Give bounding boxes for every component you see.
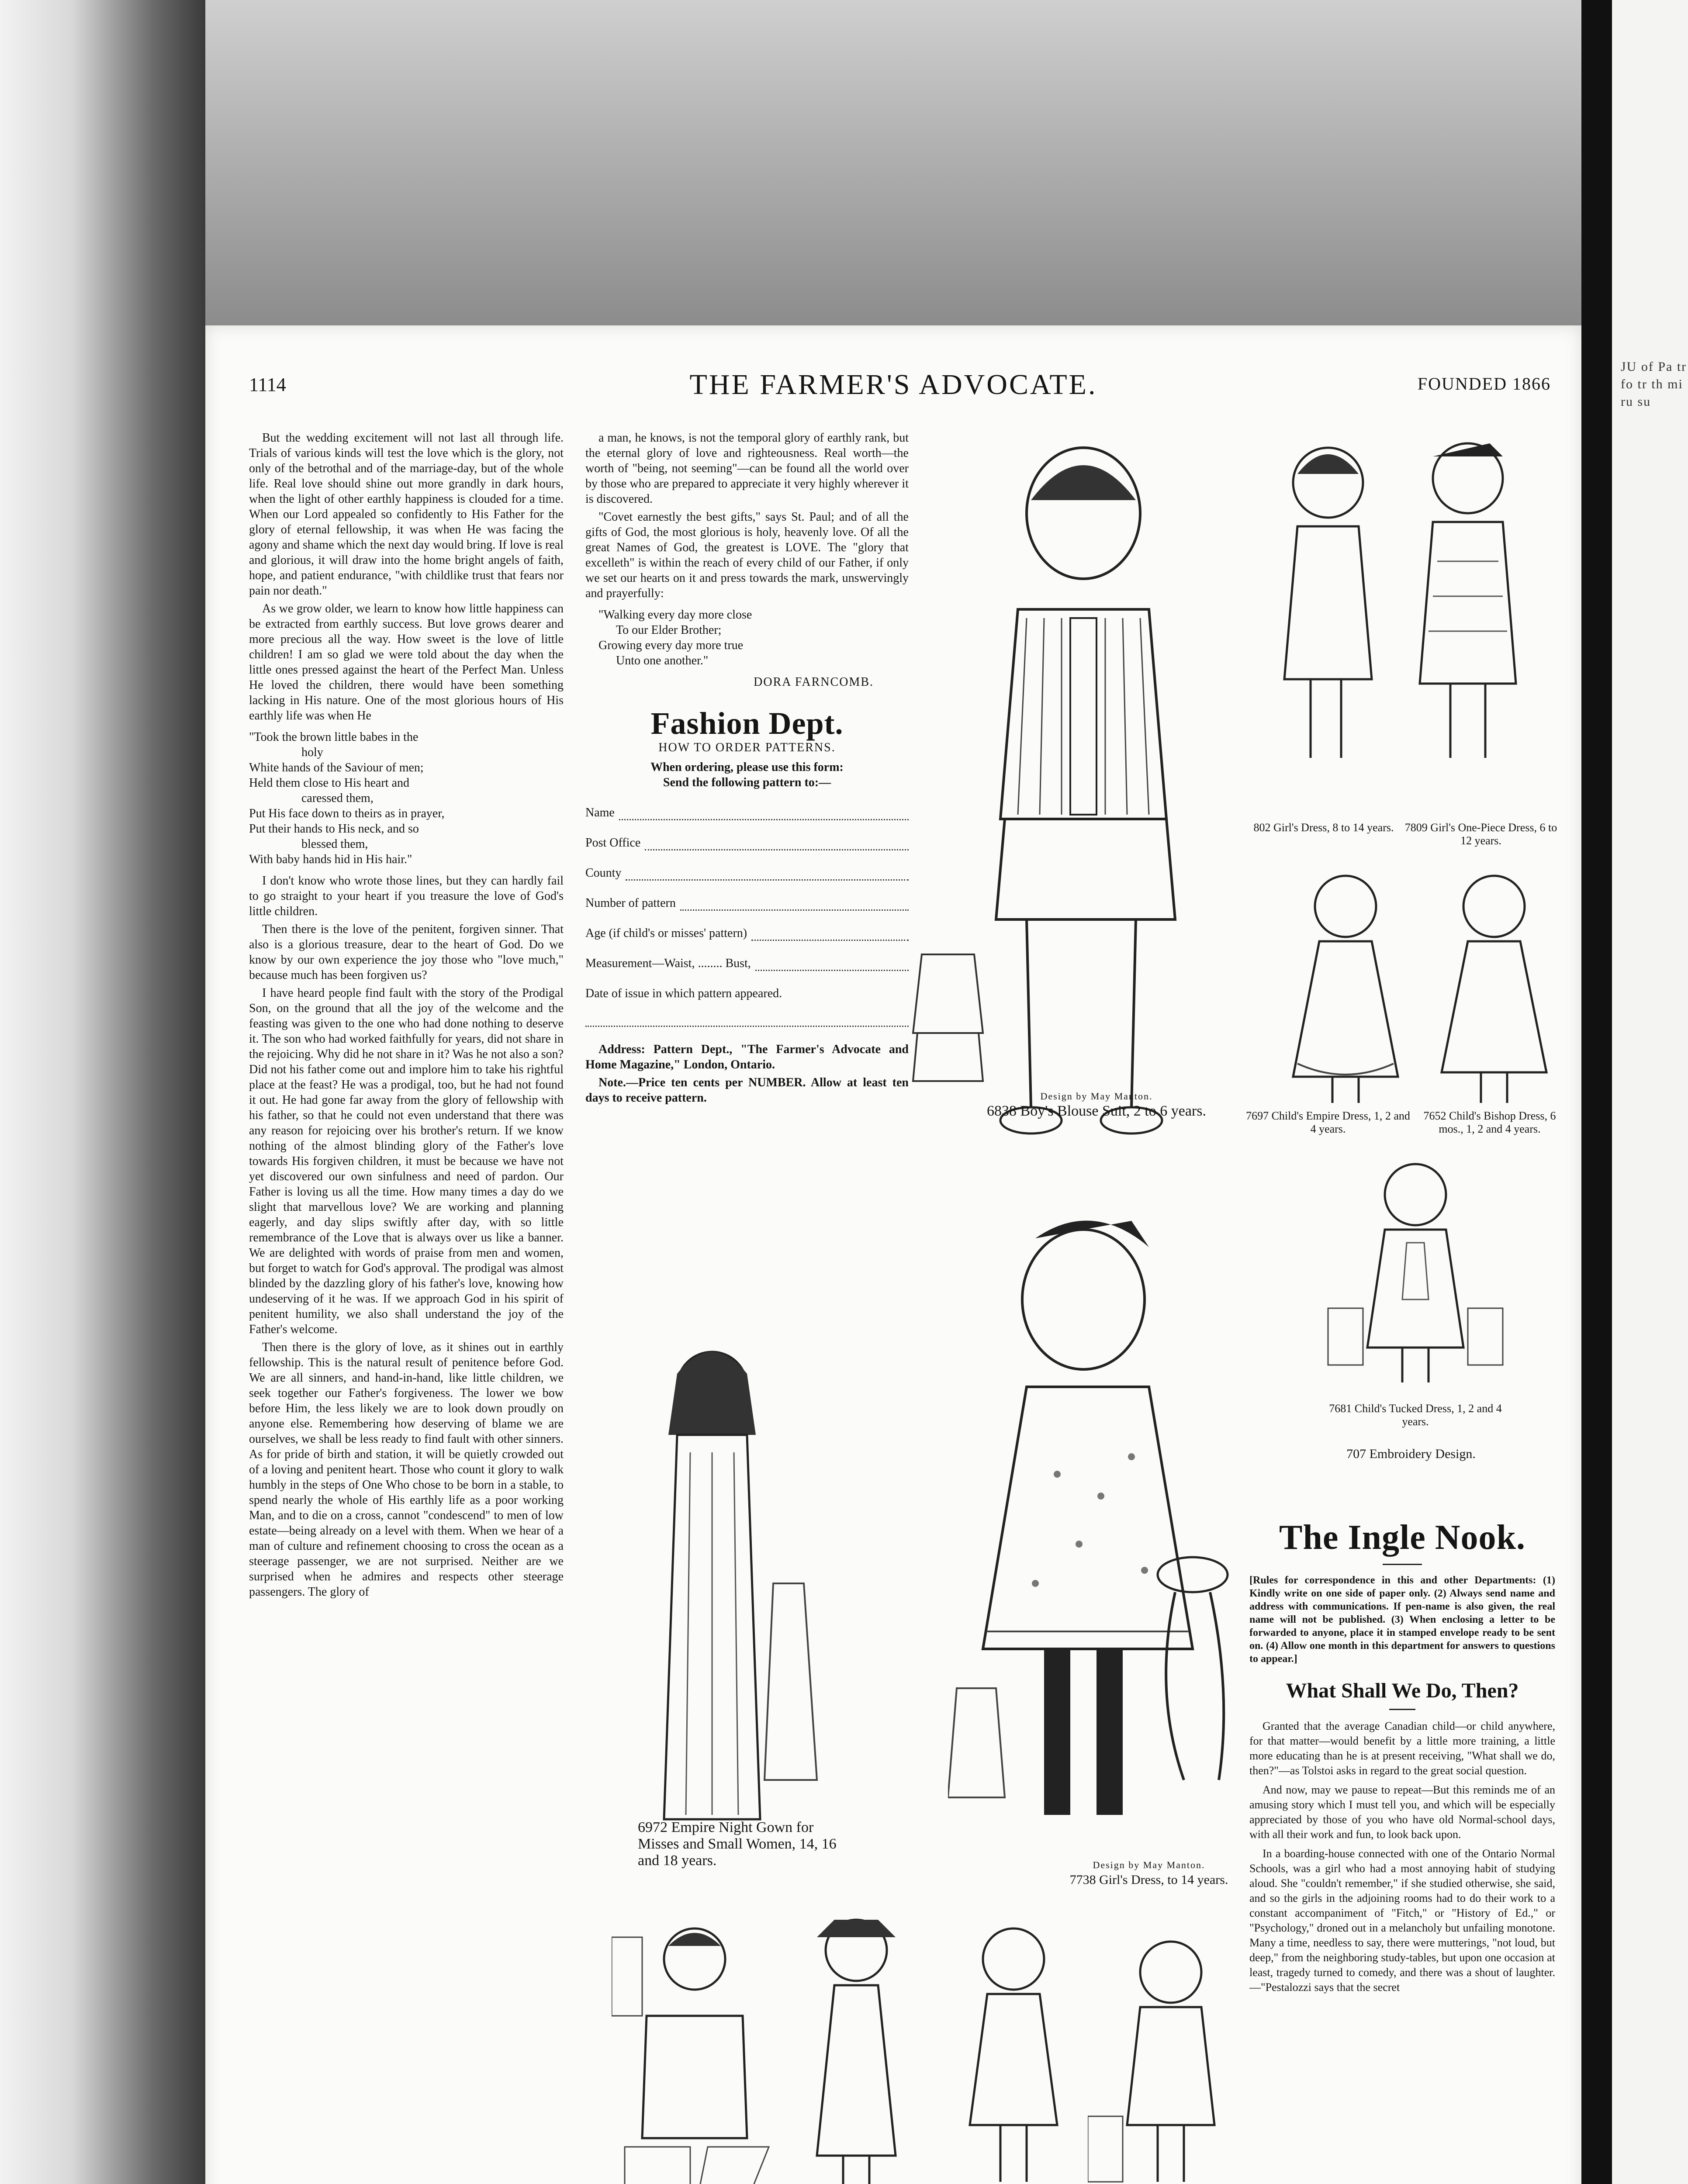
founded-label: FOUNDED 1866 xyxy=(1417,374,1551,394)
caption-707: 707 Embroidery Design. xyxy=(1346,1447,1476,1461)
poem-line: White hands of the Saviour of men; xyxy=(249,761,424,774)
illustration-boy-blouse-suit xyxy=(939,426,1245,1343)
paragraph: And now, may we pause to repeat—But this reminds me of an amusing story which I must tell you, and which will be especially appreciated by those of you who have old Normal-school days, with all their work and fun, to look back upon. xyxy=(1249,1783,1555,1841)
caption-7697: 7697 Child's Empire Dress, 1, 2 and 4 years. xyxy=(1246,1109,1410,1135)
form-instruction: Send the following pattern to:— xyxy=(663,776,831,789)
poem-line: holy xyxy=(301,746,323,759)
illustration-boy-suit-back-view xyxy=(904,946,992,1090)
caption-7681: 7681 Child's Tucked Dress, 1, 2 and 4 years. xyxy=(1329,1402,1502,1428)
form-field-date-of-issue: Date of issue in which pattern appeared. xyxy=(585,987,782,1000)
illustration-child-bishop-dress-7652 xyxy=(1424,867,1560,1112)
illustration-childs-dress-7762 xyxy=(944,1920,1083,2184)
illustration-girls-dress-7809 xyxy=(1402,430,1533,775)
poem-line: With baby hands hid in His hair." xyxy=(249,853,412,866)
illustration-child-empire-dress-7697 xyxy=(1267,867,1411,1112)
page-number: 1114 xyxy=(249,374,286,395)
paragraph: "Covet earnestly the best gifts," says St. Paul; and of all the gifts of God, the most glorious is holy, heavenly love. Of all the great Names of God, the greatest is LOVE. The "glory that excelleth" is within the reach of every child of our Father, if only we set our hearts on it and press towards the mark, unswervingly and prayerfully: xyxy=(585,510,909,600)
correspondence-rules: [Rules for correspondence in this and other Departments: (1) Kindly write on one side of paper only. (2) Always send name and address with communications. If pen-name is also given, the real name will not be published. (3) When enclosing a letter to be forwarded to anyone, place it in stamped envelope ready to be sent on. (4) Allow one month in this department for answers to questions to appear.] xyxy=(1249,1575,1555,1665)
signature: DORA FARNCOMB. xyxy=(754,675,874,689)
form-field-measurement: Measurement—Waist, ........ Bust, xyxy=(585,956,909,971)
poem-quote xyxy=(249,729,564,867)
page-header xyxy=(205,325,1581,400)
caption-802: 802 Girl's Dress, 8 to 14 years. xyxy=(1253,821,1394,834)
form-field-age: Age (if child's or misses' pattern) xyxy=(585,926,909,941)
illustration-girls-tucked-dress-7454 xyxy=(791,1911,922,2184)
title-rule xyxy=(1383,1564,1422,1565)
ingle-nook-section xyxy=(1249,1518,1555,1999)
illustration-girls-dress-7738 xyxy=(948,1212,1254,1859)
form-instruction: When ordering, please use this form: xyxy=(650,760,844,774)
caption-6972: 6972 Empire Night Gown for Misses and Small Women, 14, 16 and 18 years. xyxy=(638,1819,837,1869)
poem-line: Growing every day more true xyxy=(598,639,744,652)
poem-line: "Walking every day more close xyxy=(598,608,752,622)
poem-line: caressed them, xyxy=(301,791,374,805)
poem-line: Unto one another." xyxy=(616,654,709,667)
poem-line: "Took the brown little babes in the xyxy=(249,730,419,744)
illustration-girls-dress-802 xyxy=(1263,435,1385,775)
how-to-order-heading: HOW TO ORDER PATTERNS. xyxy=(658,741,836,754)
illustration-corset-cover-7112 xyxy=(612,1920,778,2184)
fashion-dept-title: Fashion Dept. xyxy=(650,706,844,741)
paragraph: Then there is the glory of love, as it shines out in earthly fellowship. This is the natural result of penitence before God. We are all sinners, and hand-in-hand, like little children, we seek together our Father's forgiveness. The lower we bow before Him, the less likely we are to look down proudly on anyone else. Remembering how deserving of blame we are ourselves, we shall be less ready to find fault with other sinners. As for pride of birth and station, it will be quietly crowded out of a loving and penitent heart. Those who count it glory to walk humbly in the steps of One Who chose to be born in a stable, to spend nearly the whole of His earthly life as a poor working Man, and to die on a cross, cannot "condescend" to men of low estate—being already on a level with them. When we hear of a man of culture and refinement choosing to cross the ocean as a steerage passenger, we are not surprised. Neither are we surprised when he admires and respects other steerage passengers. The glory of xyxy=(249,1341,564,1599)
form-field-county: County xyxy=(585,865,909,881)
form-field-post-office: Post Office xyxy=(585,835,909,850)
page-title: THE FARMER'S ADVOCATE. xyxy=(689,369,1097,401)
ingle-nook-body xyxy=(1249,1719,1555,1995)
adjacent-page-text: JU of Pa tr fo tr th mi ru su xyxy=(1621,359,1687,409)
illustration-childs-dress-7612 xyxy=(1088,1933,1236,2184)
poem-line: To our Elder Brother; xyxy=(616,623,722,637)
subtitle-rule xyxy=(1389,1709,1415,1710)
paragraph: As we grow older, we learn to know how little happiness can be extracted from earthly success. But love grows dearer and more precious all the way. How sweet is the love of little children! I am so glad we were told about the day when the little ones pressed against the heart of the Perfect Man. Unless He loved the children, there would have been something lacking in His nature. One of the most glorious hours of His earthly life was when He xyxy=(249,602,564,722)
page-gutter xyxy=(1581,0,1612,2184)
pattern-address: Address: Pattern Dept., "The Farmer's Advocate and Home Magazine," London, Ontario. xyxy=(585,1043,909,1071)
poem-line: blessed them, xyxy=(301,837,368,851)
illustration-empire-night-gown xyxy=(616,1339,826,1837)
paragraph: In a boarding-house connected with one of the Ontario Normal Schools, was a girl who had a most annoying habit of studying aloud. She "couldn't remember," if she studied otherwise, she said, and so the girls in the adjoining rooms had to do their work to a constant accompaniment of "Fitch," or "History of Ed.," or "Psychology," droned out in a melancholy but unfailing monotone. Many a time, needless to say, there were mutterings, "not loud, but deep," from the neighboring study-tables, but upon one occasion at least, tragedy turned to comedy, and there was a shout of laughter.—"Pestalozzi says that the secret xyxy=(1249,1847,1555,1994)
paragraph: I have heard people find fault with the story of the Prodigal Son, on the ground that all the joy of the welcome and the feasting was given to the one who had done nothing to deserve it. The son who had worked faithfully for years, did not share in the rejoicing. Why did he not share in it? Was he not also a son? Did not his father come out and implore him to take his rightful place at the feast? He was a prodigal, too, but he had not found it out. He had gone far away from the glory of fellowship with his father, so that he could not even understand that there was any reason for rejoicing over his brother's return. If we know nothing of the almost blinding glory of the Father's love towards His forgiven children, it must be because we have not yet discovered our own sinfulness and need of pardon. Our Father is loving us all the time. How many times a day do we slight that marvellous love? We are working and planning eagerly, and day slips swiftly after day, with so little remembrance of the Love that is always over us like a banner. We are delighted with words of praise from men and women, but forget to watch for God's approval. The prodigal was almost blinded by the dazzling glory of his father's love, knowing how undeserving of it he was. If we approach God in his spirit of penitent humility, we also shall understand the joy of the Father's welcome. xyxy=(249,986,564,1336)
ingle-nook-title: The Ingle Nook. xyxy=(1279,1518,1525,1557)
paragraph: Granted that the average Canadian child—or child anywhere, for that matter—would benefit by a little more training, a little more educating than he is at present receiving, "What shall we do, then?"—as Tolstoi asks in regard to the great social question. xyxy=(1249,1720,1555,1777)
form-field-name: Name xyxy=(585,805,909,820)
paragraph: Then there is the love of the penitent, forgiven sinner. That also is a glorious treasure, dear to the heart of God. Do we know by our own experience the joy those who "love much," because much has been forgiven us? xyxy=(249,923,564,982)
poem-line: Held them close to His heart and xyxy=(249,776,410,790)
poem-quote xyxy=(585,607,909,668)
article-column-1 xyxy=(249,430,564,1602)
poem-line: Put His face down to theirs as in prayer, xyxy=(249,807,445,820)
caption-7809: 7809 Girl's One-Piece Dress, 6 to 12 years. xyxy=(1404,821,1557,847)
caption-6838: Design by May Manton. 6838 Boy's Blouse Suit, 2 to 6 years. xyxy=(987,1091,1206,1119)
scanner-frame-top xyxy=(205,0,1608,325)
caption-7738: Design by May Manton. 7738 Girl's Dress, to 14 years. xyxy=(1069,1859,1228,1887)
article-subtitle: What Shall We Do, Then? xyxy=(1286,1679,1519,1702)
form-field-pattern-number: Number of pattern xyxy=(585,895,909,911)
pattern-note: Note.—Price ten cents per NUMBER. Allow at least ten days to receive pattern. xyxy=(585,1076,909,1105)
article-column-2 xyxy=(585,430,909,1108)
newspaper-page xyxy=(205,325,1581,2184)
scanner-frame-left xyxy=(0,0,205,2184)
paragraph: I don't know who wrote those lines, but they can hardly fail to go straight to your heart if you treasure the love of God's little children. xyxy=(249,874,564,918)
adjacent-page-fragment xyxy=(1612,0,1688,2184)
paragraph: a man, he knows, is not the temporal glory of earthly rank, but the eternal glory of love and righteousness. Real worth—the worth of "being, not seeming"—can be found all the world over by those who are prepared to appreciate it very highly wherever it is discovered. xyxy=(585,431,909,506)
caption-7652: 7652 Child's Bishop Dress, 6 mos., 1, 2 and 4 years. xyxy=(1423,1109,1556,1135)
illustration-child-tucked-dress-7681 xyxy=(1324,1155,1507,1400)
paragraph: But the wedding excitement will not last all through life. Trials of various kinds will test the love which is the glory, not only of the betrothal and of the marriage-day, but of the whole life. Real love should shine out more grandly in dark hours, when the light of other earthly happiness is clouded for a time. When our Lord appealed so confidently to His Father for the glory of eternal fellowship, it was when He was facing the agony and shame which the next day would bring. If love is real and glorious, it will draw into the home bright angels of faith, hope, and patient endurance, "with childlike trust that fears nor pain nor death." xyxy=(249,431,564,598)
poem-line: Put their hands to His neck, and so xyxy=(249,822,419,836)
form-blank-line xyxy=(585,1016,909,1027)
